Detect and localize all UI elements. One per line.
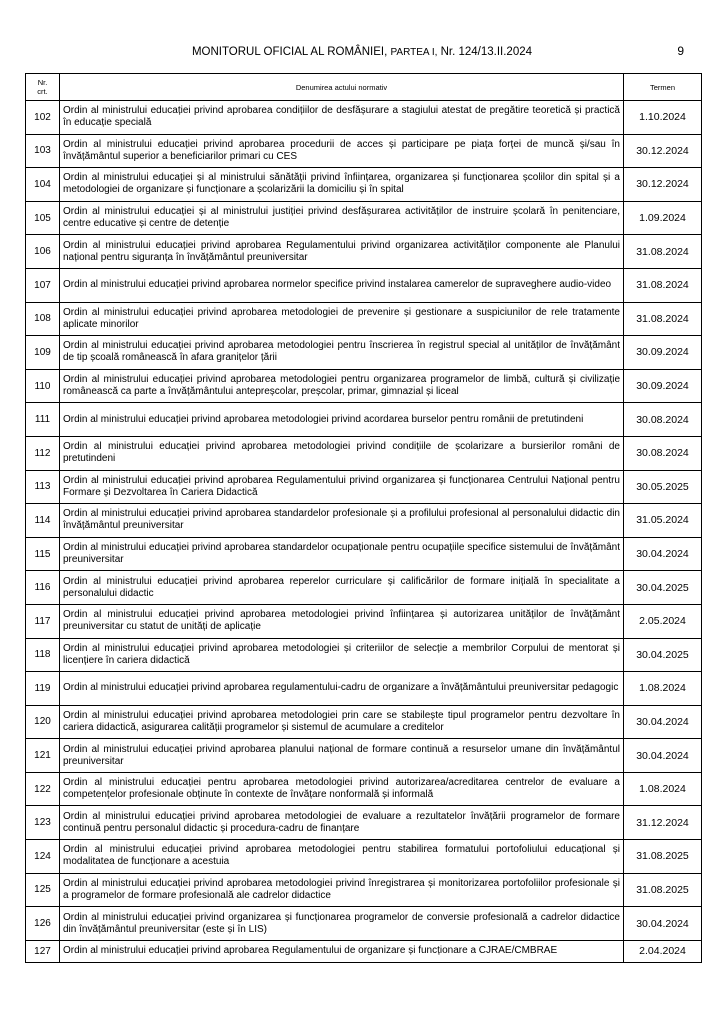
table-row (26, 537, 702, 571)
table-row (26, 840, 702, 874)
column-header-nr: Nr. crt. (26, 74, 60, 101)
row-number: 111 (26, 403, 60, 437)
row-number: 107 (26, 268, 60, 302)
row-number: 115 (26, 537, 60, 571)
gazette-issue: Nr. 124/13.II.2024 (440, 46, 533, 58)
column-header-title: Denumirea actului normativ (60, 74, 624, 101)
row-number: 102 (26, 101, 60, 135)
row-number: 117 (26, 604, 60, 638)
act-title: Ordin al ministrului educației privind aprobarea metodologiei pentru înscrierea în registrul special al unităților de învățământ de tip școală românească în afara granițelor țării (60, 336, 624, 370)
act-title: Ordin al ministrului educației privind aprobarea metodologiei de evaluare a rezultatelor învățării programelor de formare continuă pentru personalul didactic și procedura-cadru de finanțare (60, 806, 624, 840)
table-row (26, 436, 702, 470)
deadline: 1.09.2024 (624, 201, 702, 235)
act-title: Ordin al ministrului educației privind aprobarea planului național de formare continuă a resurselor umane din învățământul preuniversitar (60, 739, 624, 773)
act-title: Ordin al ministrului educației privind aprobarea regulamentului-cadru de organizare a învățământului preuniversitar pedagogic (60, 672, 624, 706)
row-number: 123 (26, 806, 60, 840)
table-row (26, 302, 702, 336)
page-header (0, 44, 724, 64)
table-row (26, 772, 702, 806)
row-number: 113 (26, 470, 60, 504)
table-row (26, 739, 702, 773)
table-row (26, 907, 702, 941)
table-row (26, 268, 702, 302)
page-number: 9 (677, 44, 684, 58)
act-title: Ordin al ministrului educației privind aprobarea Regulamentului privind organizarea și funcționarea Centrului Național pentru Formare și Dezvoltarea în Cariera Didactică (60, 470, 624, 504)
row-number: 118 (26, 638, 60, 672)
deadline: 31.08.2024 (624, 268, 702, 302)
deadline: 30.04.2025 (624, 571, 702, 605)
table-row (26, 403, 702, 437)
act-title: Ordin al ministrului educației privind organizarea și funcționarea programelor de conversie profesională a cadrelor didactice din învățământul preuniversitar (este și în LIS) (60, 907, 624, 941)
deadline: 30.04.2024 (624, 739, 702, 773)
deadline: 1.08.2024 (624, 772, 702, 806)
gazette-part: PARTEA I, (390, 47, 438, 58)
deadline: 2.05.2024 (624, 604, 702, 638)
row-number: 104 (26, 168, 60, 202)
table-row (26, 168, 702, 202)
act-title: Ordin al ministrului educației privind aprobarea metodologiei privind acordarea burselor pentru românii de pretutindeni (60, 403, 624, 437)
act-title: Ordin al ministrului educației privind aprobarea procedurii de acces și participare pe piața forței de muncă și/sau în învățământul superior a beneficiarilor primari cu CES (60, 134, 624, 168)
deadline: 30.12.2024 (624, 134, 702, 168)
row-number: 110 (26, 369, 60, 403)
table-row (26, 336, 702, 370)
table-row (26, 638, 702, 672)
row-number: 109 (26, 336, 60, 370)
deadline: 31.08.2024 (624, 302, 702, 336)
act-title: Ordin al ministrului educației privind aprobarea metodologiei pentru organizarea programelor de limbă, cultură și civilizație românească ca parte a învățământului antepreșcolar, preșcolar, primar, gimnazial și liceal (60, 369, 624, 403)
deadline: 31.08.2025 (624, 873, 702, 907)
deadline: 31.08.2025 (624, 840, 702, 874)
act-title: Ordin al ministrului educației privind aprobarea reperelor curriculare și calificărilor de formare inițială în specialitate a personalului didactic (60, 571, 624, 605)
table-row (26, 806, 702, 840)
act-title: Ordin al ministrului educației privind aprobarea condițiilor de desfășurare a stagiului atestat de pregătire teoretică și practică în educație specială (60, 101, 624, 135)
deadline: 31.05.2024 (624, 504, 702, 538)
act-title: Ordin al ministrului educației privind aprobarea metodologiei și criteriilor de selecție a membrilor Corpului de mentorat și licențiere în cariera didactică (60, 638, 624, 672)
act-title: Ordin al ministrului educației privind aprobarea metodologiei privind condițiile de școlarizare a bursierilor români de pretutindeni (60, 436, 624, 470)
row-number: 106 (26, 235, 60, 269)
act-title: Ordin al ministrului educației privind aprobarea metodologiei privind înregistrarea și monitorizarea portofoliilor profesionale și a programelor de formare profesională ale cadrelor didactice (60, 873, 624, 907)
act-title: Ordin al ministrului educației privind aprobarea standardelor ocupaționale pentru ocupațiile specifice sistemului de învățământ preuniversitar (60, 537, 624, 571)
deadline: 30.08.2024 (624, 436, 702, 470)
table-row (26, 504, 702, 538)
act-title: Ordin al ministrului educației privind aprobarea standardelor profesionale și a profilului profesional al personalului didactic din învățământul preuniversitar (60, 504, 624, 538)
deadline: 30.09.2024 (624, 369, 702, 403)
row-number: 114 (26, 504, 60, 538)
row-number: 121 (26, 739, 60, 773)
table-row (26, 134, 702, 168)
table-row (26, 470, 702, 504)
gazette-title (0, 46, 724, 58)
row-number: 125 (26, 873, 60, 907)
act-title: Ordin al ministrului educației și al ministrului sănătății privind înființarea, organizarea și funcționarea școlilor din spital și a metodologiei de organizare și funcționare a școlarizării la domiciliu și în spital (60, 168, 624, 202)
row-number: 120 (26, 705, 60, 739)
table-row (26, 672, 702, 706)
row-number: 122 (26, 772, 60, 806)
deadline: 30.04.2024 (624, 537, 702, 571)
row-number: 103 (26, 134, 60, 168)
table-row (26, 101, 702, 135)
deadline: 30.08.2024 (624, 403, 702, 437)
table-row (26, 873, 702, 907)
deadline: 31.08.2024 (624, 235, 702, 269)
act-title: Ordin al ministrului educației privind aprobarea metodologiei prin care se stabilește tipul programelor pentru dezvoltare în cariera didactică, asigurarea calității programelor și sistemul de acumulare a creditelor (60, 705, 624, 739)
act-title: Ordin al ministrului educației și al ministrului justiției privind desfășurarea activităților de instruire școlară în penitenciare, centre educative și centre de detenție (60, 201, 624, 235)
table-row (26, 235, 702, 269)
row-number: 116 (26, 571, 60, 605)
row-number: 127 (26, 940, 60, 962)
row-number: 105 (26, 201, 60, 235)
table-row (26, 369, 702, 403)
deadline: 30.12.2024 (624, 168, 702, 202)
table-body (26, 101, 702, 963)
table-row (26, 940, 702, 962)
act-title: Ordin al ministrului educației privind aprobarea metodologiei pentru stabilirea formatului portofoliului educațional și modalitatea de funcționare a acestuia (60, 840, 624, 874)
row-number: 108 (26, 302, 60, 336)
deadline: 2.04.2024 (624, 940, 702, 962)
table-row (26, 705, 702, 739)
row-number: 112 (26, 436, 60, 470)
deadline: 30.04.2024 (624, 705, 702, 739)
deadline: 31.12.2024 (624, 806, 702, 840)
act-title: Ordin al ministrului educației privind aprobarea metodologiei privind înființarea și autorizarea unităților de învățământ preuniversitar cu statut de unități de aplicație (60, 604, 624, 638)
deadline: 30.05.2025 (624, 470, 702, 504)
deadline: 30.09.2024 (624, 336, 702, 370)
table-row (26, 604, 702, 638)
column-header-term: Termen (624, 74, 702, 101)
deadline: 30.04.2025 (624, 638, 702, 672)
deadline: 1.10.2024 (624, 101, 702, 135)
row-number: 126 (26, 907, 60, 941)
act-title: Ordin al ministrului educației privind aprobarea Regulamentului privind organizarea activităților componente ale Planului național pentru siguranța în învățământul preuniversitar (60, 235, 624, 269)
act-title: Ordin al ministrului educației privind aprobarea normelor specifice privind instalarea camerelor de supraveghere audio-video (60, 268, 624, 302)
row-number: 119 (26, 672, 60, 706)
table-row (26, 201, 702, 235)
deadline: 30.04.2024 (624, 907, 702, 941)
act-title: Ordin al ministrului educației privind aprobarea Regulamentului de organizare și funcționare a CJRAE/CMBRAE (60, 940, 624, 962)
gazette-name: MONITORUL OFICIAL AL ROMÂNIEI, (191, 46, 388, 58)
normative-acts-table (25, 73, 702, 963)
deadline: 1.08.2024 (624, 672, 702, 706)
row-number: 124 (26, 840, 60, 874)
act-title: Ordin al ministrului educației pentru aprobarea metodologiei privind autorizarea/acreditarea centrelor de evaluare a competențelor profesionale obținute în contexte de învățare nonformală și informală (60, 772, 624, 806)
table-row (26, 571, 702, 605)
act-title: Ordin al ministrului educației privind aprobarea metodologiei de prevenire și gestionare a suspiciunilor de rele tratamente aplicate minorilor (60, 302, 624, 336)
